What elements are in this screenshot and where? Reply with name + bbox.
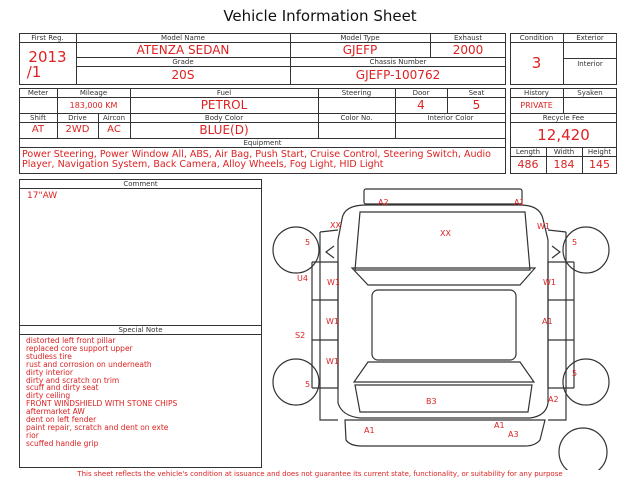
length-label: Length (515, 148, 541, 156)
grade-value: 20S (171, 68, 195, 82)
shift-value: AT (31, 124, 45, 135)
note-line: replaced core support upper (26, 343, 133, 353)
drive-label: Drive (68, 114, 87, 122)
note-line: dirty interior (26, 367, 73, 377)
color-no-label: Color No. (340, 114, 373, 122)
height-label: Height (587, 148, 612, 156)
first-reg-year: 2013 (28, 48, 67, 66)
width-label: Width (553, 148, 575, 156)
width-value: 184 (553, 158, 575, 171)
note-line: dent on left fender (26, 415, 97, 425)
damage-mark: 5 (305, 238, 311, 247)
damage-mark: W1 (537, 222, 550, 231)
condition-label: Condition (519, 34, 554, 42)
damage-mark: A1 (542, 317, 553, 326)
special-note-label: Special Note (118, 326, 163, 334)
exhaust-label: Exhaust (453, 34, 483, 42)
damage-mark: W1 (326, 317, 339, 326)
recycle-fee-label: Recycle Fee (542, 114, 585, 122)
door-label: Door (412, 89, 430, 97)
damage-mark: A2 (548, 395, 559, 404)
mileage-value: 183,000 KM (69, 101, 118, 110)
drive-value: 2WD (65, 124, 90, 135)
fuel-label: Fuel (216, 89, 232, 97)
damage-mark: A3 (508, 430, 519, 439)
chassis-label: Chassis Number (369, 58, 427, 66)
model-name-value: ATENZA SEDAN (136, 43, 230, 57)
height-value: 145 (589, 158, 610, 171)
note-line: aftermarket AW (26, 407, 85, 417)
damage-mark: U4 (297, 274, 308, 283)
damage-mark: XX (440, 229, 451, 238)
seat-label: Seat (468, 89, 485, 97)
damage-mark: A1 (364, 426, 375, 435)
body-color-label: Body Color (204, 114, 244, 122)
aircon-value: AC (107, 124, 121, 135)
damage-mark: XX (330, 221, 341, 230)
equipment-list: Power Steering, Power Window All, ABS, Air Bag, Push Start, Cruise Control, Steering Switch, Audio Player, Navigation System, Back Camera, Alloy Wheels, Fog Light, HID Light (22, 149, 491, 170)
recycle-fee-value: 12,420 (537, 126, 590, 144)
interior-label: Interior (577, 60, 603, 68)
syaken-label: Syaken (577, 89, 603, 97)
note-line: dirty and scratch on trim (26, 375, 120, 385)
damage-mark: 5 (572, 369, 578, 378)
first-reg-month: /1 (26, 63, 42, 81)
seat-value: 5 (472, 98, 481, 112)
note-line: FRONT WINDSHIELD WITH STONE CHIPS (26, 399, 178, 409)
exhaust-value: 2000 (452, 43, 484, 57)
meter-label: Meter (27, 89, 49, 97)
damage-mark: W1 (326, 357, 339, 366)
disclaimer-footer: This sheet reflects the vehicle's condition at issuance and does not guarantee its current state, functionality, or suitability for any purpose (77, 470, 563, 478)
car-damage-diagram (266, 178, 620, 470)
sheet-title: Vehicle Information Sheet (223, 7, 417, 25)
model-name-label: Model Name (161, 34, 205, 42)
aircon-label: Aircon (102, 114, 126, 122)
damage-mark: W1 (543, 278, 556, 287)
model-type-label: Model Type (340, 34, 380, 42)
body-color-value: BLUE(D) (199, 123, 249, 137)
history-value: PRIVATE (520, 101, 553, 110)
model-type-value: GJEFP (342, 43, 378, 57)
note-line: scuff and dirty seat (26, 383, 99, 393)
comment-value: 17"AW (27, 191, 58, 201)
note-line: distorted left front pillar (26, 336, 116, 345)
damage-mark: 5 (572, 238, 578, 247)
history-label: History (524, 89, 549, 97)
note-line: paint repair, scratch and dent on exte (26, 422, 169, 432)
damage-mark: 5 (305, 380, 311, 389)
mileage-label: Mileage (79, 89, 108, 97)
condition-value: 3 (531, 54, 542, 72)
shift-label: Shift (30, 114, 46, 122)
damage-mark: A1 (494, 421, 505, 430)
damage-mark: A2 (378, 198, 389, 207)
note-line: dirty ceiling (26, 391, 71, 401)
comment-label: Comment (123, 180, 158, 188)
fuel-value: PETROL (200, 98, 248, 112)
first-reg-label: First Reg. (31, 34, 64, 42)
damage-mark: B3 (426, 397, 437, 406)
exterior-label: Exterior (576, 34, 604, 42)
equipment-label: Equipment (243, 139, 282, 147)
note-line: rior (26, 430, 39, 440)
note-line: studless tire (26, 351, 72, 361)
length-value: 486 (517, 158, 539, 171)
damage-mark: A1 (514, 198, 525, 207)
chassis-value: GJEFP-100762 (355, 68, 441, 82)
special-note-list (26, 337, 260, 448)
steering-label: Steering (341, 89, 372, 97)
door-value: 4 (417, 98, 425, 112)
note-line: rust and corrosion on underneath (26, 359, 152, 369)
interior-color-label: Interior Color (427, 114, 474, 122)
note-line: scuffed handle grip (26, 438, 99, 448)
grade-label: Grade (172, 58, 194, 66)
damage-mark: S2 (295, 331, 306, 340)
damage-mark: W1 (327, 278, 340, 287)
